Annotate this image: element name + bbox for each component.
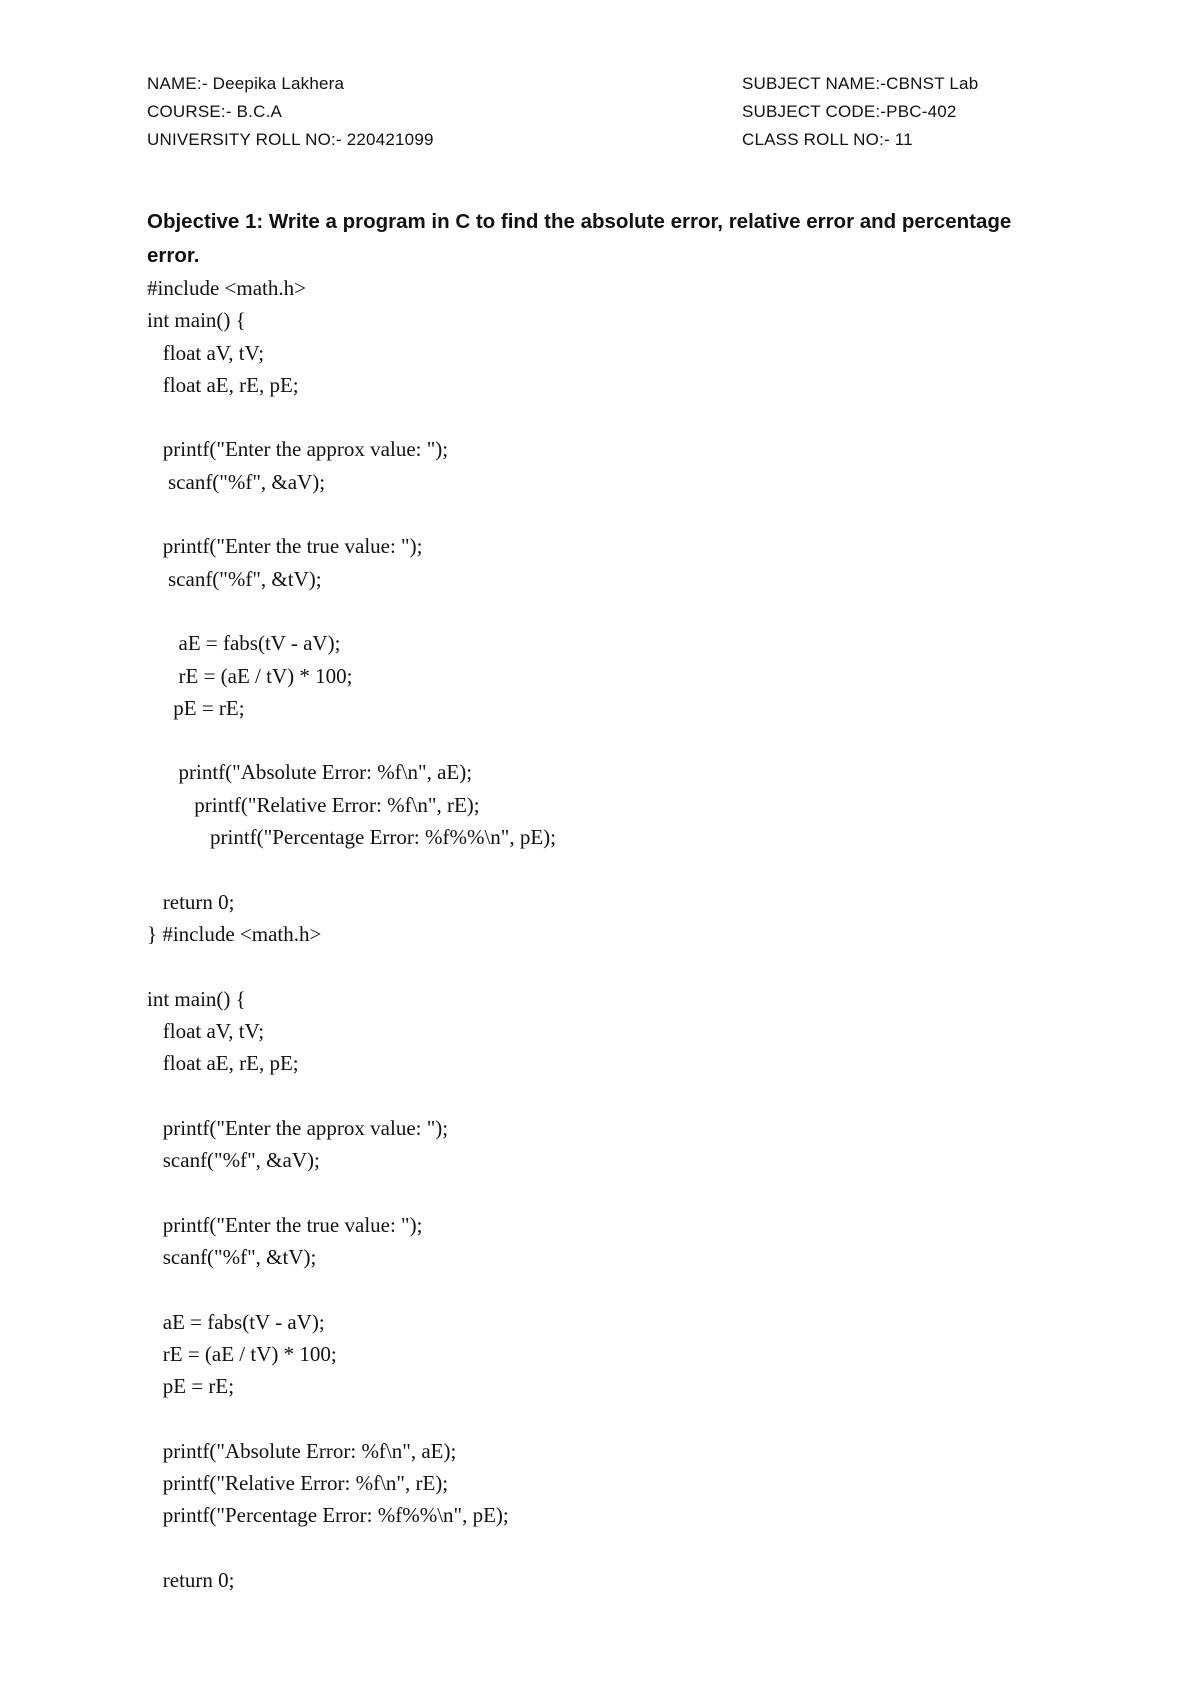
code-line: printf("Absolute Error: %f\n", aE);	[147, 760, 473, 785]
student-name: NAME:- Deepika Lakhera	[147, 74, 345, 93]
code-line: rE = (aE / tV) * 100;	[147, 663, 353, 688]
header-row-3	[147, 126, 1067, 154]
code-line: printf("Relative Error: %f\n", rE);	[147, 792, 480, 817]
subject-name: SUBJECT NAME:-CBNST Lab	[742, 74, 979, 93]
code-block	[147, 272, 1067, 1596]
code-line	[147, 595, 1067, 627]
code-line	[147, 1402, 1067, 1434]
code-line	[147, 853, 1067, 885]
subject-code: SUBJECT CODE:-PBC-402	[742, 102, 957, 121]
course: COURSE:- B.C.A	[147, 102, 283, 121]
code-line: #include <math.h>	[147, 276, 306, 300]
header-row-2	[147, 98, 1067, 126]
university-roll-no: UNIVERSITY ROLL NO:- 220421099	[147, 130, 434, 149]
code-line: scanf("%f", &aV);	[147, 1148, 320, 1173]
code-line	[147, 1176, 1067, 1208]
code-line	[147, 1532, 1067, 1564]
code-line: rE = (aE / tV) * 100;	[147, 1341, 337, 1366]
code-line: pE = rE;	[147, 695, 245, 720]
code-line: printf("Absolute Error: %f\n", aE);	[147, 1438, 457, 1463]
code-line: printf("Relative Error: %f\n", rE);	[147, 1470, 449, 1495]
objective-heading: Objective 1: Write a program in C to find the absolute error, relative error and percentage error.	[147, 210, 1012, 267]
code-line: printf("Percentage Error: %f%%\n", pE);	[147, 1503, 509, 1528]
code-line: pE = rE;	[147, 1374, 235, 1399]
header-row-1	[147, 70, 1067, 98]
code-line: float aE, rE, pE;	[147, 1051, 299, 1076]
code-line: printf("Enter the true value: ");	[147, 534, 423, 559]
code-line: int main() {	[147, 986, 246, 1011]
code-line: } #include <math.h>	[147, 921, 322, 946]
code-line: return 0;	[147, 889, 235, 914]
class-roll-no: CLASS ROLL NO:- 11	[742, 130, 913, 149]
code-line: scanf("%f", &tV);	[147, 1244, 317, 1269]
code-line: scanf("%f", &tV);	[147, 566, 322, 591]
code-line	[147, 1273, 1067, 1305]
code-line: printf("Enter the true value: ");	[147, 1212, 423, 1237]
code-line	[147, 950, 1067, 982]
code-line: return 0;	[147, 1567, 235, 1592]
code-line: aE = fabs(tV - aV);	[147, 1309, 325, 1334]
code-line: float aE, rE, pE;	[147, 372, 299, 397]
code-line	[147, 401, 1067, 433]
code-line: scanf("%f", &aV);	[147, 469, 326, 494]
document-header	[147, 70, 1067, 154]
code-line	[147, 498, 1067, 530]
code-line	[147, 724, 1067, 756]
code-line	[147, 1079, 1067, 1111]
code-line: printf("Enter the approx value: ");	[147, 1115, 449, 1140]
code-line: printf("Percentage Error: %f%%\n", pE);	[147, 825, 557, 850]
code-line: float aV, tV;	[147, 1018, 265, 1043]
code-line: float aV, tV;	[147, 340, 265, 365]
code-line: aE = fabs(tV - aV);	[147, 631, 341, 656]
code-line: printf("Enter the approx value: ");	[147, 437, 449, 462]
code-line: int main() {	[147, 308, 246, 333]
